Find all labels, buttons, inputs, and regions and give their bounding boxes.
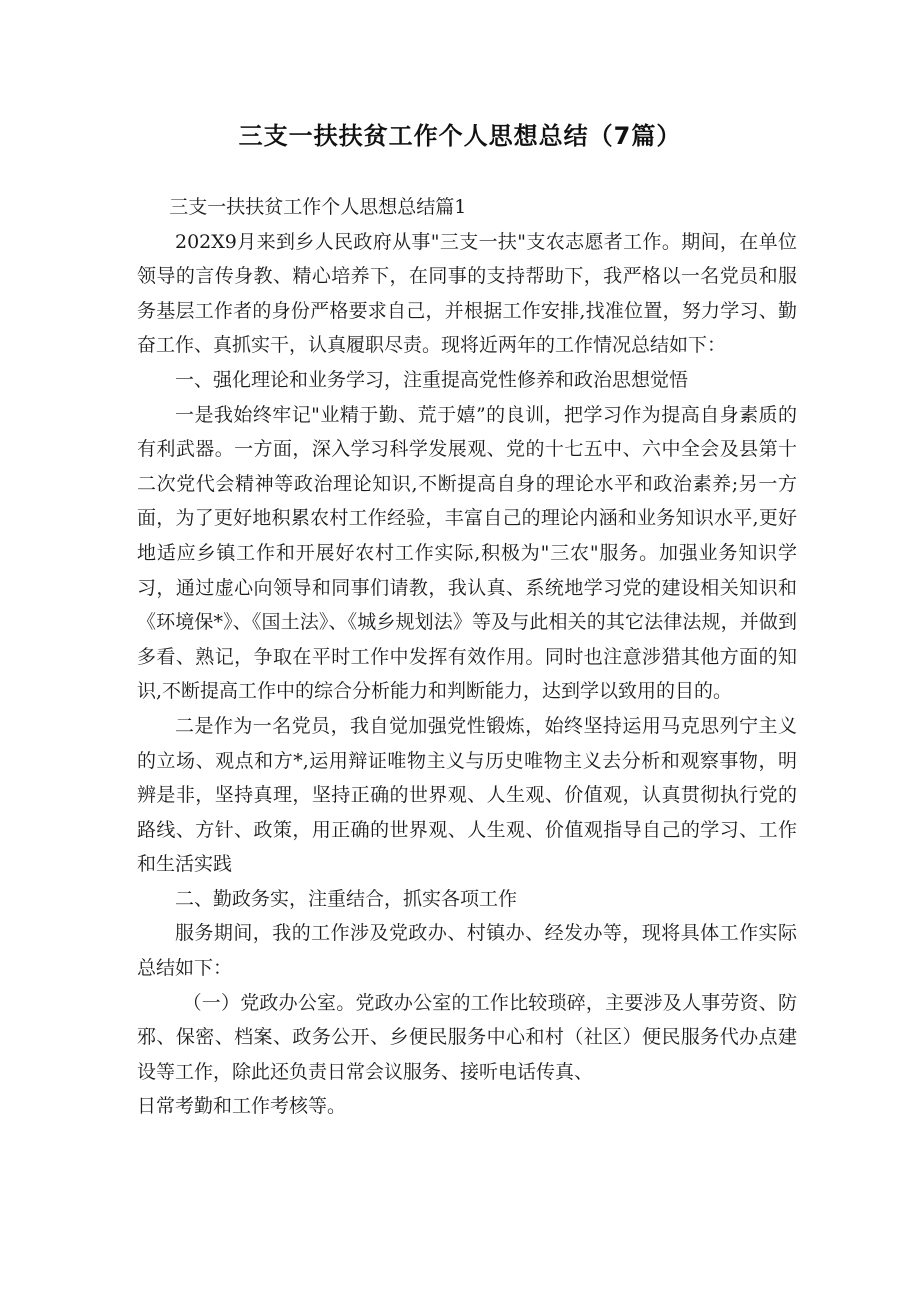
intro-paragraph: 202X9月来到乡人民政府从事"三支一扶"支农志愿者工作。期间，在单位领导的言传身教、精心培养下，在同事的支持帮助下，我严格以一名党员和服务基层工作者的身份严格要求自己，并根据工作安排,找准位置，努力学习、勤奋工作、真抓实干，认真履职尽责。现将近两年的工作情况总结如下： [137,230,797,357]
section-heading-study: 一、强化理论和业务学习，注重提高党性修养和政治思想觉悟 [175,368,689,391]
document-body [137,190,797,1124]
paragraph-study-first: 一是我始终牢记"业精于勤、荒于嬉”的良训，把学习作为提高自身素质的有利武器。一方面，深入学习科学发展观、党的十七五中、六中全会及县第十二次党代会精神等政治理论知识,不断提高自身的理论水平和政治素养;另一方面，为了更好地积累农村工作经验，丰富自己的理论内涵和业务知识水平,更好地适应乡镇工作和开展好农村工作实际,积极为"三农"服务。加强业务知识学习，通过虚心向领导和同事们请教，我认真、系统地学习党的建设相关知识和《环境保*》、《国土法》、《城乡规划法》等及与此相关的其它法律法规，并做到多看、熟记，争取在平时工作中发挥有效作用。同时也注意涉猎其他方面的知识,不断提高工作中的综合分析能力和判断能力，达到学以致用的目的。 [137,403,797,703]
paragraph-attendance: 日常考勤和工作考核等。 [137,1095,347,1118]
section-heading-part1: 三支一扶扶贫工作个人思想总结篇1 [169,196,467,218]
paragraph-service-period: 服务期间，我的工作涉及党政办、村镇办、经发办等，现将具体工作实际总结如下： [137,922,797,980]
paragraph-party-office: （一）党政办公室。党政办公室的工作比较琐碎，主要涉及人事劳资、防邪、保密、档案、政务公开、乡便民服务中心和村（社区）便民服务代办点建设等工作，除此还负责日常会议服务、接听电话传真、 [137,991,797,1083]
section-heading-work: 二、勤政务实，注重结合，抓实各项工作 [175,887,518,910]
paragraph-party-member: 二是作为一名党员，我自觉加强党性锻炼，始终坚持运用马克思列宁主义的立场、观点和方*,运用辩证唯物主义与历史唯物主义去分析和观察事物，明辨是非，坚持真理，坚持正确的世界观、人生观、价值观，认真贯彻执行党的路线、方针、政策，用正确的世界观、人生观、价值观指导自己的学习、工作和生活实践 [137,714,797,876]
document-title: 三支一扶扶贫工作个人思想总结（7篇） [238,122,682,150]
